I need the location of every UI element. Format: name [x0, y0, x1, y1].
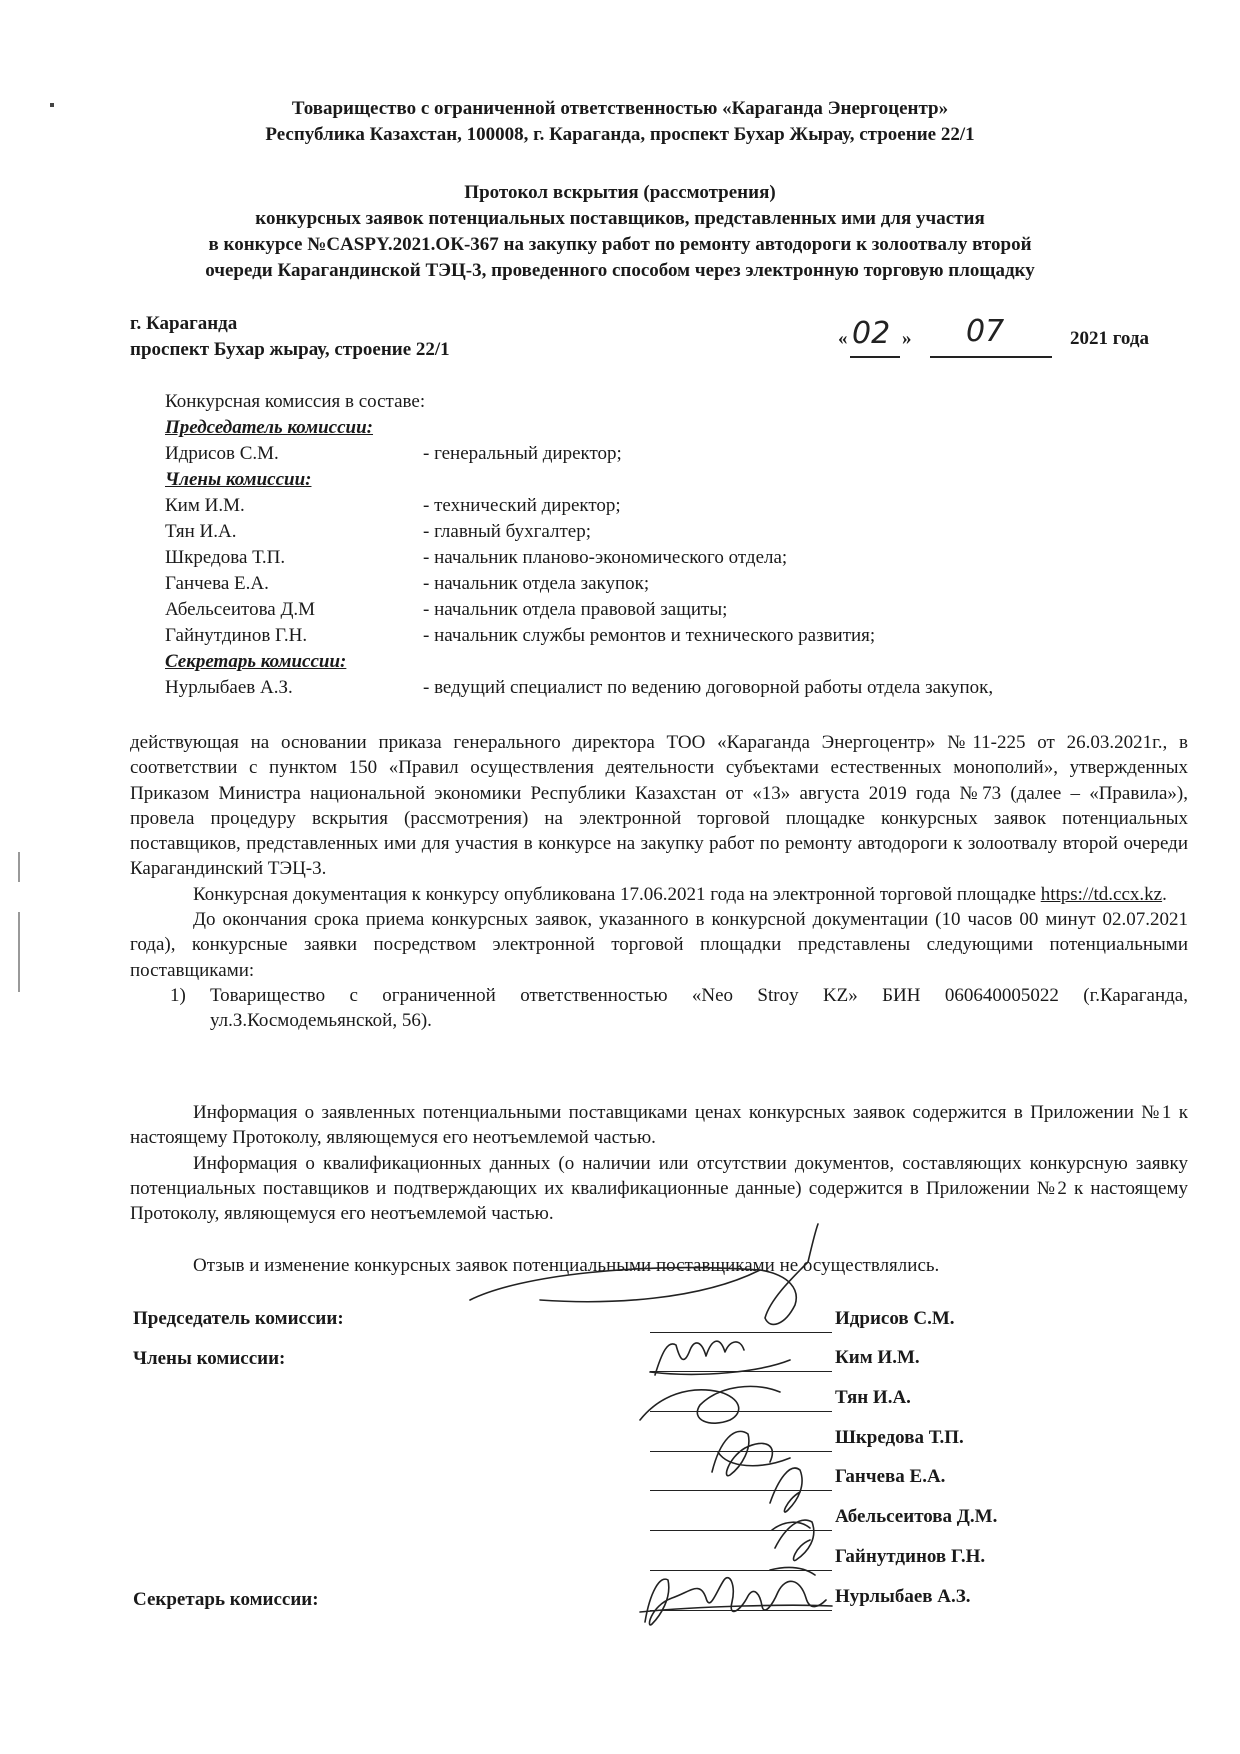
secretary-heading: Секретарь комиссии:: [165, 651, 347, 672]
member-role: - ведущий специалист по ведению договорной работы отдела закупок,: [423, 677, 994, 698]
signatory-name: Ким И.М.: [835, 1347, 920, 1368]
publication-text: Конкурсная документация к конкурсу опубликована 17.06.2021 года на электронной торговой площадке: [193, 883, 1041, 905]
protocol-title-line-2: конкурсных заявок потенциальных поставщиков, представленных ими для участия: [255, 208, 985, 229]
signature-abelseitova: [770, 1520, 815, 1575]
paragraph-publication: [130, 882, 1188, 907]
commission-row: [165, 519, 993, 545]
date-close-quote: »: [902, 328, 912, 349]
signature-secretary: [645, 1578, 826, 1625]
sign-secretary-label: Секретарь комиссии:: [133, 1589, 319, 1610]
signature-kim: [650, 1341, 790, 1375]
scan-margin-mark: [18, 912, 20, 992]
protocol-body: [130, 730, 1188, 1034]
organization-header: [120, 96, 1120, 148]
member-name: Нурлыбаев А.З.: [165, 677, 293, 698]
signature-line: [650, 1570, 832, 1571]
members-heading: Члены комиссии:: [165, 469, 312, 490]
signature-line: [650, 1490, 832, 1491]
scan-margin-mark: [18, 852, 20, 882]
protocol-title-line-3: в конкурсе №CASPY.2021.ОК-367 на закупку работ по ремонту автодороги к золоотвалу второй: [208, 234, 1032, 255]
member-name: Абельсеитова Д.М: [165, 599, 316, 620]
supplier-text: Товарищество с ограниченной ответственностью «Neo Stroy KZ» БИН 060640005022 (г.Караганда, ул.З.Космодемьянской, 56).: [210, 984, 1188, 1032]
member-name: Тян И.А.: [165, 521, 237, 542]
date-day: 02: [852, 316, 891, 351]
supplier-list-item: [170, 983, 1188, 1034]
protocol-date: [838, 314, 1158, 362]
member-role: - начальник отдела правовой защиты;: [423, 599, 728, 620]
member-name: Идрисов С.М.: [165, 443, 279, 464]
commission-row: [165, 597, 993, 623]
member-role: - начальник отдела закупок;: [423, 573, 650, 594]
signature-line: [650, 1371, 832, 1372]
commission-list: [165, 389, 993, 701]
signature-gancheva: [770, 1468, 810, 1530]
chair-heading: Председатель комиссии:: [165, 417, 373, 438]
publication-end: .: [1162, 883, 1167, 905]
date-day-underline: [850, 356, 900, 358]
signatory-name: Шкредова Т.П.: [835, 1427, 964, 1448]
protocol-title-line-1: Протокол вскрытия (рассмотрения): [464, 182, 776, 203]
paragraph-withdrawal: Отзыв и изменение конкурсных заявок потенциальными поставщиками не осуществлялись.: [193, 1255, 940, 1276]
protocol-title-line-4: очереди Карагандинской ТЭЦ-3, проведенного способом через электронную торговую площадку: [205, 260, 1035, 281]
scan-dot: [50, 103, 54, 107]
signature-shkredova: [712, 1431, 790, 1475]
signatory-name: Гайнутдинов Г.Н.: [835, 1546, 986, 1567]
signature-tyan: [640, 1386, 780, 1423]
signature-line: [650, 1451, 832, 1452]
place-city: г. Караганда: [130, 313, 238, 334]
list-number: 1): [170, 984, 186, 1006]
signature-line: [650, 1411, 832, 1412]
signatory-name: Ганчева Е.А.: [835, 1466, 946, 1487]
organization-name: Товарищество с ограниченной ответственностью «Караганда Энергоцентр»: [291, 98, 949, 119]
date-open-quote: «: [838, 328, 848, 349]
member-role: - генеральный директор;: [423, 443, 622, 464]
paragraph-appendix-1: Информация о заявленных потенциальными поставщиками ценах конкурсных заявок содержится в Приложении №1 к настоящему Протоколу, являющемуся его неотъемлемой частью.: [130, 1102, 1188, 1149]
member-role: - главный бухгалтер;: [423, 521, 591, 542]
date-month-underline: [930, 356, 1052, 358]
signatory-name: Нурлыбаев А.З.: [835, 1586, 971, 1607]
date-year: 2021 года: [1070, 328, 1149, 349]
paragraph-deadline: До окончания срока приема конкурсных заявок, указанного в конкурсной документации (10 часов 00 минут 02.07.2021 года), конкурсные заявки посредством электронной торговой площадки представлены следующими потенциальными поставщиками:: [130, 909, 1188, 981]
place-address: проспект Бухар жырау, строение 22/1: [130, 339, 450, 360]
commission-intro: Конкурсная комиссия в составе:: [165, 391, 426, 412]
member-name: Шкредова Т.П.: [165, 547, 286, 568]
signatory-name: Тян И.А.: [835, 1387, 911, 1408]
commission-row: [165, 441, 993, 467]
protocol-body-appendices: [130, 1100, 1188, 1226]
member-name: Ганчева Е.А.: [165, 573, 269, 594]
signature-line: [650, 1332, 832, 1333]
signatory-name: Идрисов С.М.: [835, 1308, 955, 1329]
member-name: Ким И.М.: [165, 495, 245, 516]
member-role: - начальник службы ремонтов и технического развития;: [423, 625, 876, 646]
commission-row: [165, 493, 993, 519]
paragraph-basis: действующая на основании приказа генерального директора ТОО «Караганда Энергоцентр» №11-225 от 26.03.2021г., в соответствии с пунктом 150 «Правил осуществления деятельности субъектами естественных монополий», утвержденных Приказом Министра национальной экономики Республики Казахстан от «13» августа 2019 года №73 (далее – «Правила»), провела процедуру вскрытия (рассмотрения) на электронной торговой площадке конкурсных заявок потенциальных поставщиков, представленных ими для участия в конкурсе на закупку работ по ремонту автодороги к золоотвалу второй очереди Карагандинский ТЭЦ-3.: [130, 732, 1188, 880]
signature-line: [650, 1530, 832, 1531]
member-role: - начальник планово-экономического отдела;: [423, 547, 788, 568]
commission-row: [165, 623, 993, 649]
date-month: 07: [966, 314, 1005, 349]
protocol-body-withdrawal: [130, 1253, 1188, 1278]
place-block: [130, 311, 450, 363]
commission-row: [165, 545, 993, 571]
protocol-title: [120, 180, 1120, 284]
paragraph-appendix-2: Информация о квалификационных данных (о наличии или отсутствии документов, составляющих конкурсную заявку потенциальных поставщиков и подтверждающих их квалификационные данные) содержится в Приложении №2 к настоящему Протоколу, являющемуся его неотъемлемой частью.: [130, 1152, 1188, 1225]
commission-row: [165, 571, 993, 597]
organization-address: Республика Казахстан, 100008, г. Караганда, проспект Бухар Жырау, строение 22/1: [265, 124, 975, 145]
member-name: Гайнутдинов Г.Н.: [165, 625, 308, 646]
member-role: - технический директор;: [423, 495, 621, 516]
sign-chair-label: Председатель комиссии:: [133, 1308, 344, 1329]
sign-members-label: Члены комиссии:: [133, 1348, 286, 1369]
signature-line: [650, 1610, 832, 1611]
platform-link[interactable]: https://td.ccx.kz: [1040, 883, 1163, 905]
signatory-name: Абельсеитова Д.М.: [835, 1506, 998, 1527]
commission-row: [165, 675, 993, 701]
